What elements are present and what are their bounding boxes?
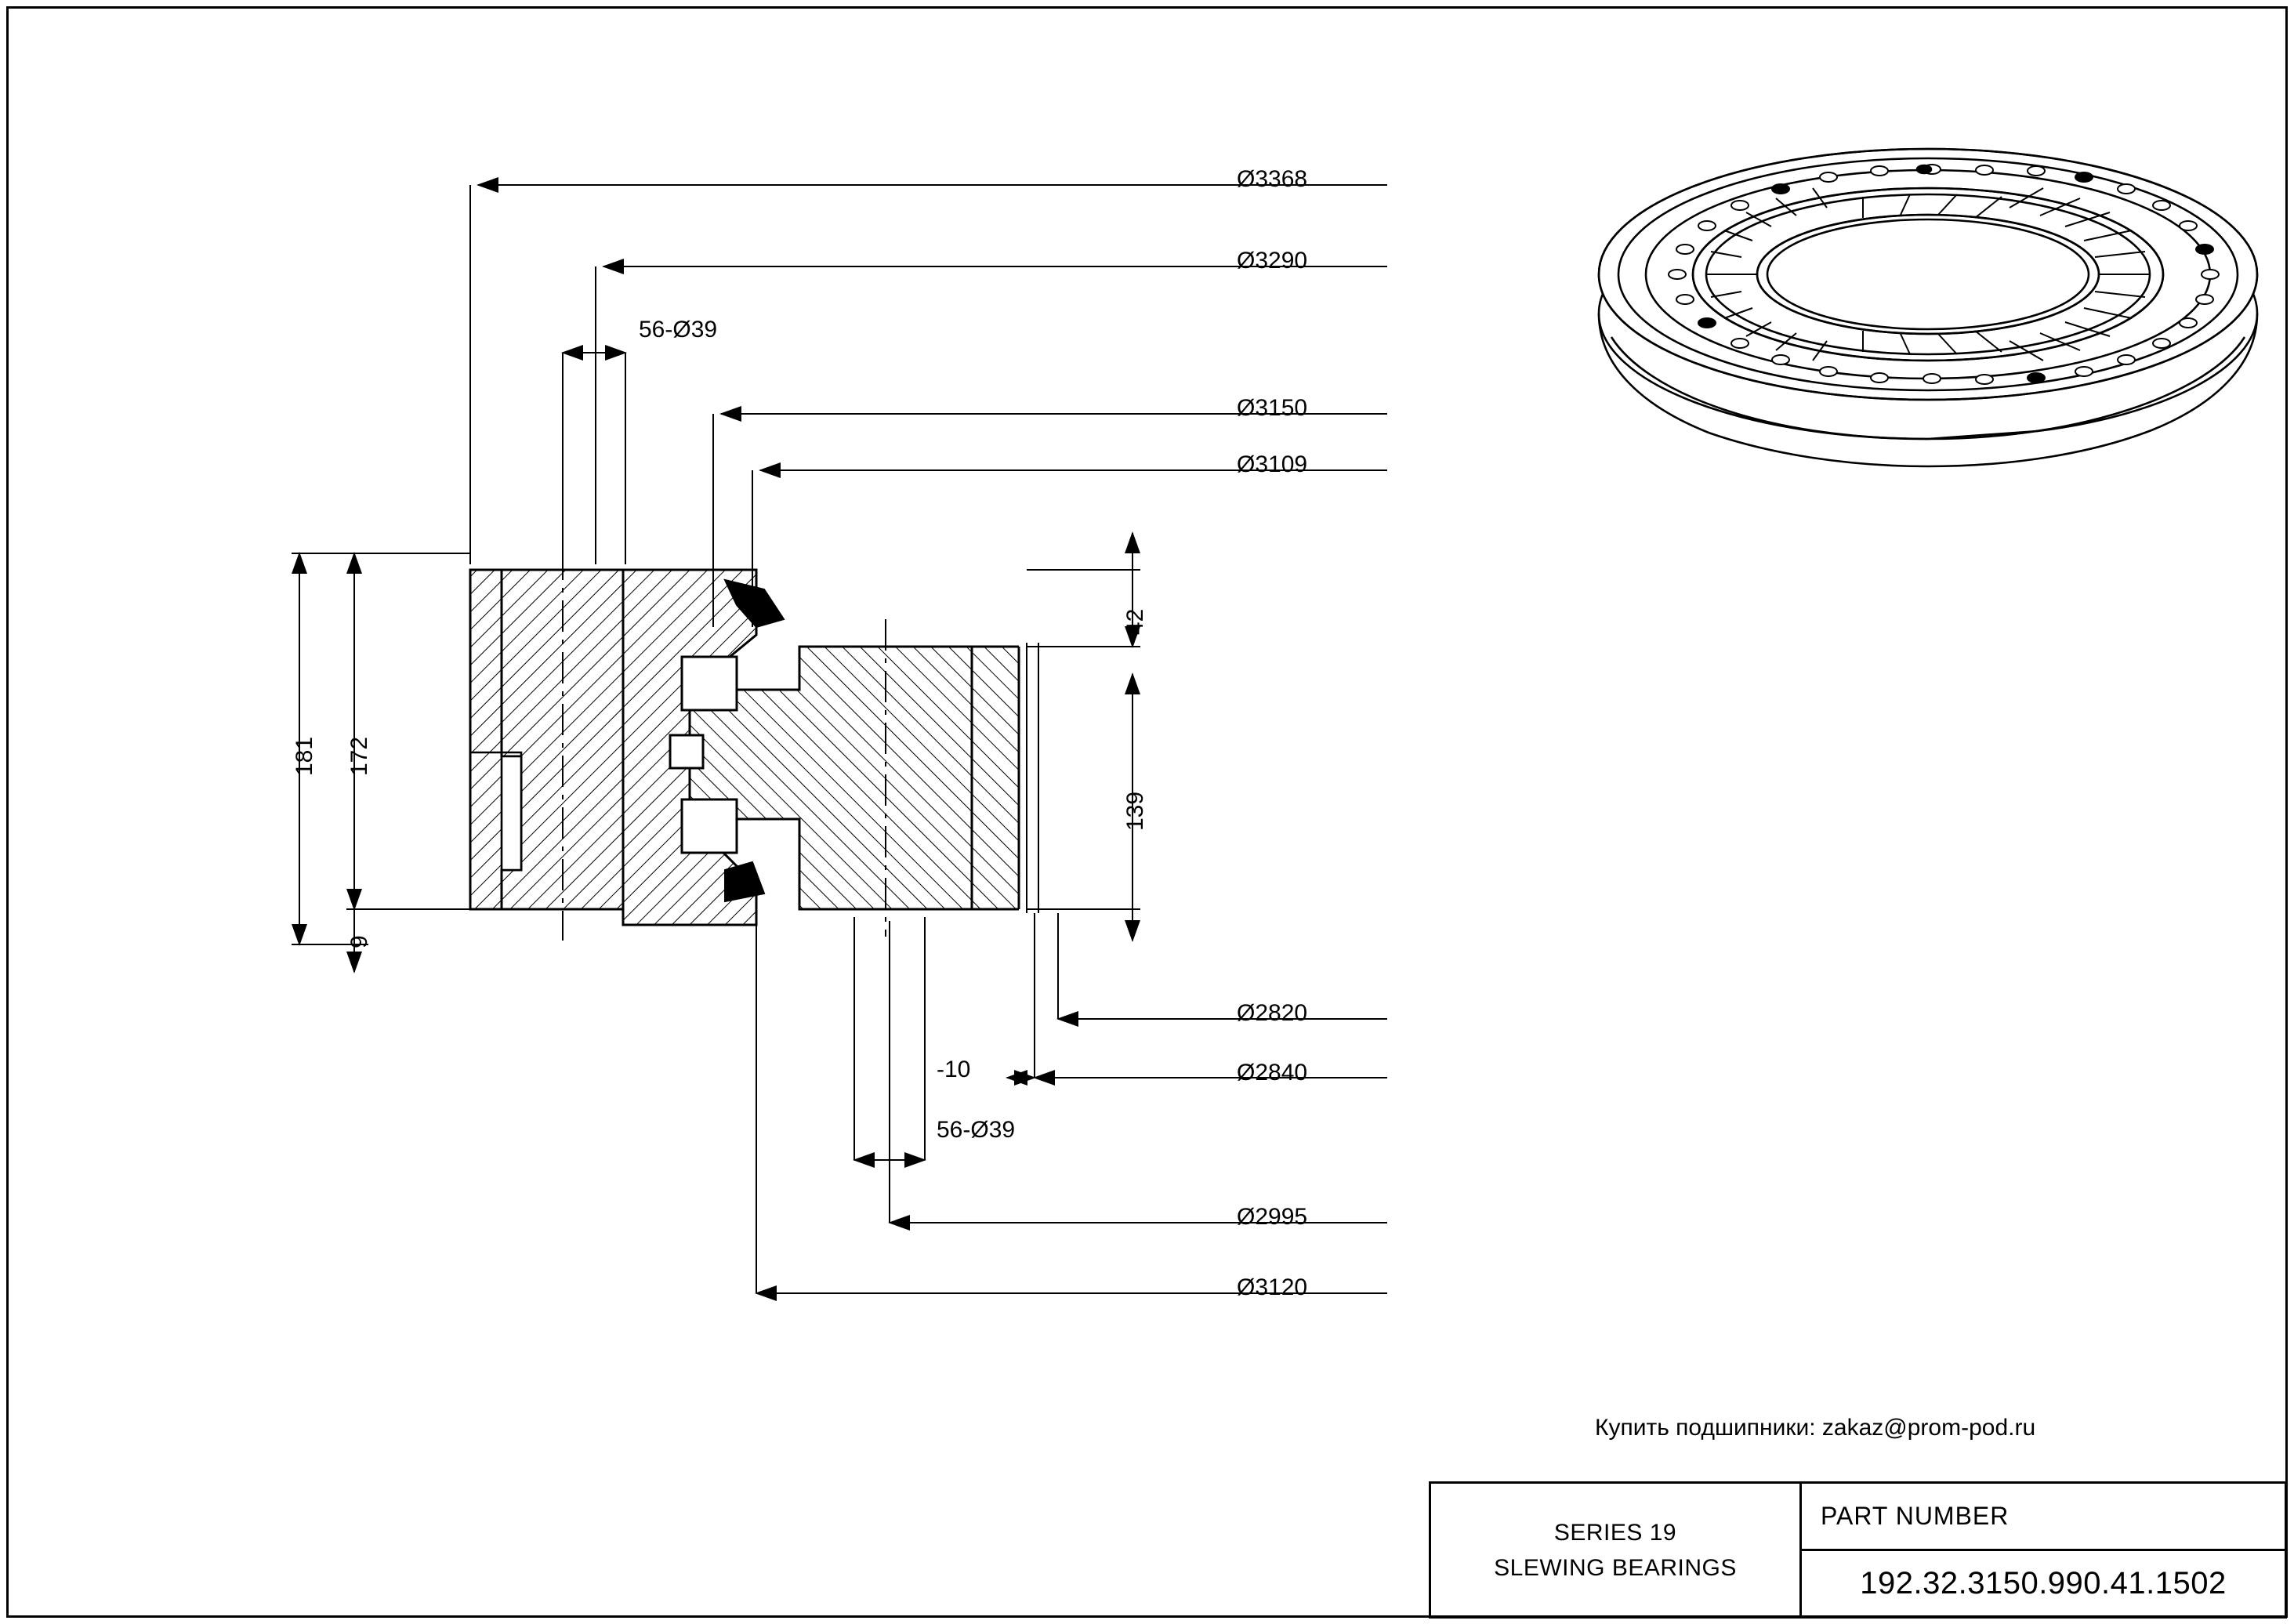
title-block-series xyxy=(1431,1484,1802,1616)
dim-bolt-circle-outer: Ø3290 xyxy=(1237,248,1308,274)
dim-height-outer-ring: 172 xyxy=(346,736,372,776)
title-block xyxy=(1429,1481,2287,1619)
cross-section-view xyxy=(470,549,1038,941)
series-line-1: SERIES 19 xyxy=(1553,1519,1677,1546)
contact-note: Купить подшипники: zakaz@prom-pod.ru xyxy=(1595,1415,2036,1441)
dim-inner-bore-1: Ø2820 xyxy=(1237,1000,1308,1026)
dim-height-inner-ring: 139 xyxy=(1122,791,1148,831)
dim-holes-top: 56-Ø39 xyxy=(639,317,718,343)
dim-outer-diameter: Ø3368 xyxy=(1237,166,1308,192)
dim-height-step: 9 xyxy=(346,935,372,948)
dim-height-top-step: 42 xyxy=(1122,608,1148,635)
part-number-value: 192.32.3150.990.41.1502 xyxy=(1802,1549,2285,1616)
dim-inner-bore-2: Ø2840 xyxy=(1237,1060,1308,1086)
dim-inner-ring-od: Ø3120 xyxy=(1237,1274,1308,1300)
dim-outer-ring-race: Ø3150 xyxy=(1237,395,1308,421)
title-block-part xyxy=(1802,1484,2285,1616)
isometric-bearing-view xyxy=(1599,149,2257,466)
dim-bolt-circle-inner: Ø2995 xyxy=(1237,1204,1308,1230)
series-line-2: SLEWING BEARINGS xyxy=(1494,1554,1737,1581)
dim-holes-bottom: 56-Ø39 xyxy=(937,1117,1016,1143)
dim-inner-seal: Ø3109 xyxy=(1237,451,1308,477)
part-number-label: PART NUMBER xyxy=(1821,1502,2010,1530)
dim-height-total: 181 xyxy=(292,736,317,776)
dim-gap: -10 xyxy=(937,1057,971,1082)
